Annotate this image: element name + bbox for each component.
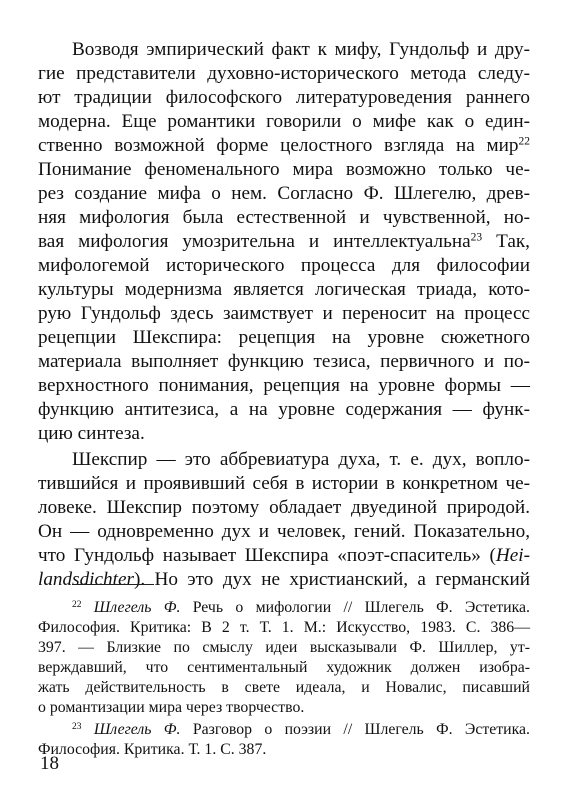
text-span: ственно возможной форме целостного взгляда на мир: [38, 135, 519, 156]
text-line: [38, 568, 530, 592]
text-line: ют традиции философского литературоведения раннего: [38, 87, 530, 108]
text-line: цию синтеза.: [38, 423, 145, 444]
text-line: материала выполняет функцию тезиса, первичного и по-: [38, 351, 530, 372]
text-line: тившийся и проявивший себя в истории в конкретном че-: [38, 473, 530, 494]
footnote-line: Философия. Критика: В 2 т. Т. 1. М.: Искусство, 1983. С. 386—: [38, 619, 530, 636]
text-line: Возводя эмпирический факт к мифу, Гундольф и дру-: [72, 39, 530, 60]
text-line: культуры модернизма является логическая триада, кото-: [38, 279, 530, 300]
text-span: Разговор о поэзии // Шлегель Ф. Эстетика.: [180, 721, 530, 738]
footnote-line: Философия. Критика. Т. 1. С. 387.: [38, 741, 267, 758]
text-line: верхностного понимания, рецепция на уровне формы —: [38, 375, 530, 396]
text-line: [38, 544, 530, 568]
text-line: рез создание мифа о нем. Согласно Ф. Шлегелю, древ-: [38, 183, 530, 204]
text-line: [38, 134, 530, 158]
italic-term: Hei-: [495, 545, 530, 566]
text-line: рую Гундольф здесь заимствует и переносит на процесс: [38, 303, 530, 324]
text-line: Шекспир — это аббревиатура духа, т. е. дух, вопло-: [72, 449, 530, 470]
text-line: модерна. Еще романтики говорили о мифе как о един-: [38, 111, 530, 132]
footnote-author: Шлегель Ф.: [93, 599, 181, 616]
text-span: что Гундольф называет Шекспира «поэт-спаситель» (: [38, 545, 496, 566]
footnote-line: жать действительность в свете идеала, и Новалис, писавший: [38, 679, 530, 696]
text-line: Он — одновременно дух и человек, гений. Показательно,: [38, 521, 530, 542]
text-line: Понимание феноменального мира возможно только че-: [38, 159, 530, 180]
footnote-line: [72, 598, 530, 618]
text-span: Так,: [482, 231, 530, 252]
footnote-line: о романтизации мира через творчество.: [38, 699, 305, 716]
text-line: ловеке. Шекспир поэтому обладает двуединой природой.: [38, 497, 530, 518]
text-line: гие представители духовно-исторического метода следу-: [38, 63, 530, 84]
page-number: 18: [40, 753, 59, 774]
footnote-line: верждавший, что сентиментальный художник должен изобра-: [38, 659, 530, 676]
text-span: вая мифология умозрительна и интеллектуальна: [38, 231, 471, 252]
text-line: няя мифология была естественной и чувственной, но-: [38, 207, 530, 228]
footnote-ref-22: 22: [518, 135, 530, 148]
text-line: рецепции Шекспира: рецепция на уровне сюжетного: [38, 327, 530, 348]
text-span: ). Но это дух не христианский, а германский: [133, 569, 530, 590]
italic-term: landsdichter: [38, 569, 134, 590]
footnote-ref-23: 23: [470, 231, 483, 244]
text-line: функцию антитезиса, а на уровне содержания — функ-: [38, 399, 530, 420]
footnote-separator: [72, 584, 154, 585]
footnote-line: [72, 720, 530, 740]
footnote-author: Шлегель Ф.: [93, 721, 181, 738]
footnote-number: 23: [72, 721, 82, 732]
footnote-number: 22: [72, 599, 82, 610]
text-span: Речь о мифологии // Шлегель Ф. Эстетика.: [180, 599, 530, 616]
text-line: [38, 230, 530, 254]
text-line: мифологемой исторического процесса для философии: [38, 255, 530, 276]
footnote-line: 397. — Близкие по смыслу идеи высказывали Ф. Шиллер, ут-: [38, 639, 530, 656]
